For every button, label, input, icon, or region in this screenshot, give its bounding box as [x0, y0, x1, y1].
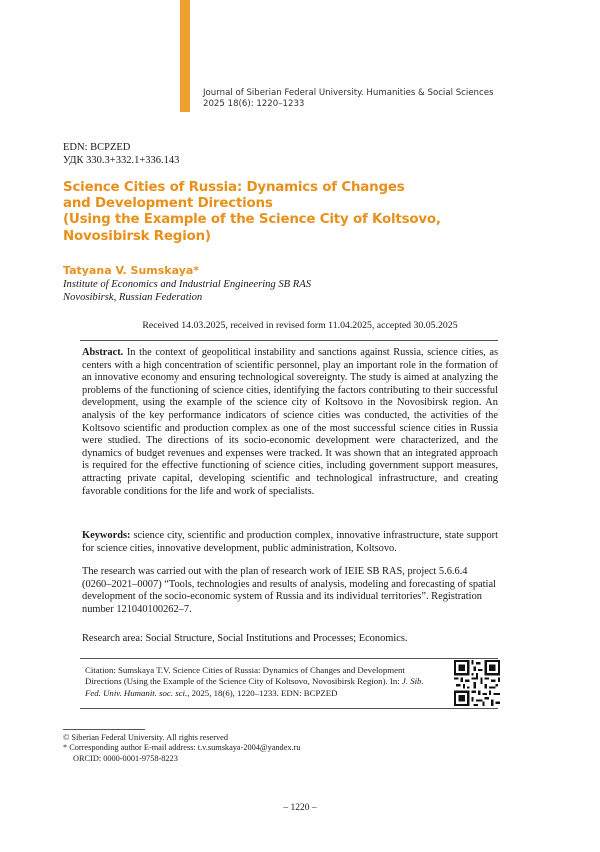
- research-funding-note: The research was carried out with the plan of research work of IEIE SB RAS, project 5.6.6.4 (0260–2021–0007) “Tools, technologies and results of analysis, modeling and forecasting of spatial development of the socio-economic system of Russia and its individual territories”. Registration number 121040100262–7.: [82, 566, 496, 615]
- citation-tail: 2025, 18(6), 1220–1233. EDN: BCPZED: [191, 687, 338, 698]
- received-dates: Received 14.03.2025, received in revised form 11.04.2025, accepted 30.05.2025: [142, 320, 458, 331]
- qr-code-icon[interactable]: [454, 660, 500, 706]
- corresponding-author-note: * Corresponding author E-mail address: t.v.sumskaya-2004@yandex.ru: [63, 743, 301, 753]
- keywords-text: science city, scientific and production complex, innovative infrastructure, state support for science cities, innovative development, public administration, Koltsovo.: [82, 530, 498, 554]
- keywords-label: Keywords:: [82, 530, 131, 541]
- citation-text: Citation: Sumskaya T.V. Science Cities of Russia: Dynamics of Changes and Development Directions (Using the Example of the Science City of Koltsovo, Novosibirsk Region). In:: [85, 665, 405, 687]
- article-title: [63, 180, 483, 245]
- citation-top-rule: [80, 658, 498, 659]
- title-line: Science Cities of Russia: Dynamics of Changes: [63, 180, 405, 195]
- journal-issue: 2025 18(6): 1220–1233: [203, 99, 305, 109]
- footnote-rule: [63, 729, 145, 730]
- page-number: – 1220 –: [283, 803, 317, 813]
- abstract-top-rule: [80, 340, 498, 341]
- abstract-label: Abstract.: [82, 347, 124, 358]
- journal-accent-bar: [180, 0, 190, 112]
- keywords: [82, 530, 498, 555]
- title-line: and Development Directions: [63, 196, 273, 212]
- author-name: Tatyana V. Sumskaya*: [63, 264, 200, 277]
- footnotes: [63, 733, 301, 764]
- affiliation-institute: Institute of Economics and Industrial Engineering SB RAS: [63, 279, 312, 290]
- journal-name: Journal of Siberian Federal University. Humanities & Social Sciences: [203, 88, 494, 98]
- citation-bottom-rule: [80, 708, 498, 709]
- abstract: [82, 347, 498, 498]
- journal-header: [203, 88, 494, 110]
- citation: [85, 665, 437, 699]
- affiliation-location: Novosibirsk, Russian Federation: [63, 292, 203, 303]
- orcid-note: ORCID: 0000-0001-9758-8223: [73, 753, 178, 763]
- research-area: Research area: Social Structure, Social Institutions and Processes; Economics.: [82, 633, 408, 644]
- edn-code: EDN: BCPZED: [63, 142, 131, 153]
- udk-code: УДК 330.3+332.1+336.143: [63, 155, 180, 166]
- citation-journal: J. Sib. Fed. Univ. Humanit. soc. sci.,: [85, 676, 424, 698]
- affiliation: [63, 278, 311, 304]
- title-line: Novosibirsk Region): [63, 228, 211, 244]
- title-line: (Using the Example of the Science City of Koltsovo,: [63, 212, 441, 228]
- copyright-note: © Siberian Federal University. All rights reserved: [63, 733, 228, 742]
- abstract-text: In the context of geopolitical instability and sanctions against Russia, science cities, as centers with a high concentration of scientific personnel, play an important role in the formation of an innovative economy and ensuring technological sovereignty. The study is aimed at analyzing the problems of the functioning of science cities, identifying the factors contributing to their successful development, using the example of the science city of Koltsovo in the Novosibirsk region. An analysis of the key performance indicators of science cities was conducted, the activities of the Koltsovo scientific and production complex as one of the most successful science cities in Russia were studied. The directions of its socio-economic development were characterized, and the dynamics of budget revenues and expenses were tracked. It was shown that an integrated approach is required for the effective functioning of science cities, including government support measures, attracting private capital, developing scientific and technological infrastructure, and creating favorable conditions for the life and work of specialists.: [82, 347, 498, 497]
- identifiers: [63, 141, 179, 167]
